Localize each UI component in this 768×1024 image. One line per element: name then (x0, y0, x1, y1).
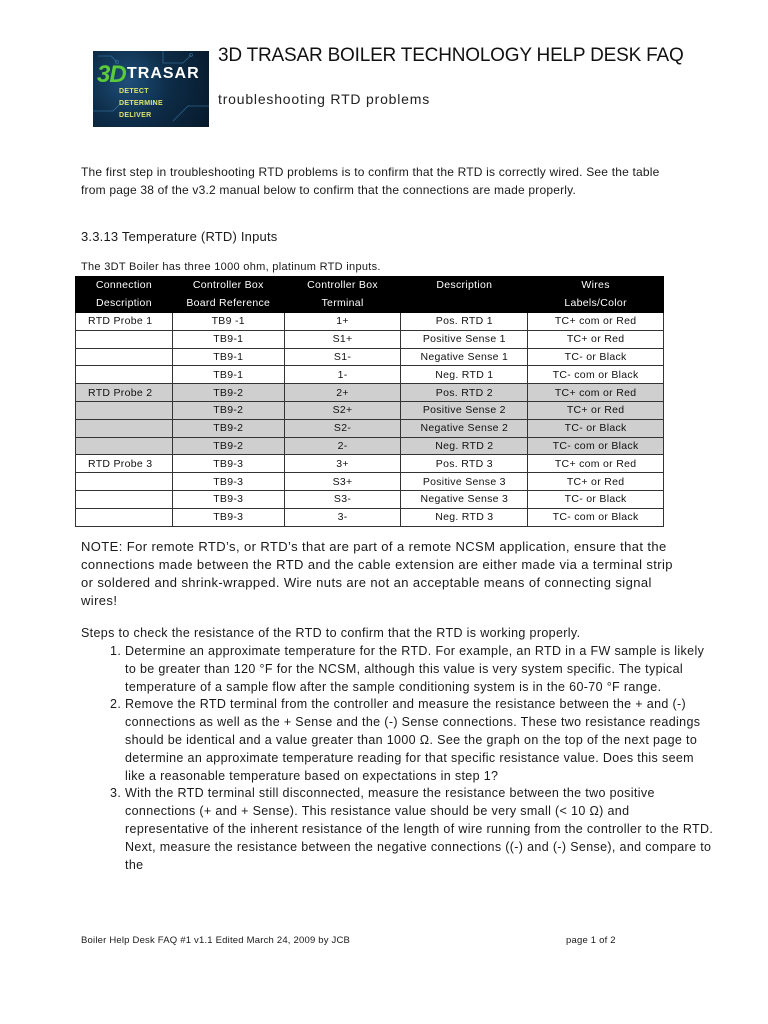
cell-description: Positive Sense 3 (401, 473, 528, 491)
cell-description: Positive Sense 1 (401, 330, 528, 348)
cell-description: Pos. RTD 1 (401, 313, 528, 331)
table-row (76, 313, 664, 331)
cell-wire-label: TC+ com or Red (528, 313, 664, 331)
table-row (76, 348, 664, 366)
table-row (76, 366, 664, 384)
cell-terminal: S3- (284, 490, 401, 508)
cell-terminal: 2+ (284, 384, 401, 402)
rtd-wiring-table (75, 276, 664, 527)
cell-terminal: S2+ (284, 401, 401, 419)
intro-paragraph: The first step in troubleshooting RTD problems is to confirm that the RTD is correctly wired. See the table from page 38 of the v3.2 manual below to confirm that the connections are made properly. (81, 165, 660, 197)
header-cell: Connection (76, 277, 173, 295)
cell-board-reference: TB9-2 (172, 401, 284, 419)
cell-wire-label: TC+ or Red (528, 330, 664, 348)
cell-wire-label: TC- or Black (528, 490, 664, 508)
cell-wire-label: TC+ or Red (528, 401, 664, 419)
table-caption: The 3DT Boiler has three 1000 ohm, platinum RTD inputs. (81, 261, 381, 273)
cell-terminal: 3+ (284, 455, 401, 473)
cell-description: Positive Sense 2 (401, 401, 528, 419)
cell-connection: RTD Probe 3 (76, 455, 173, 473)
document-title: 3D TRASAR BOILER TECHNOLOGY HELP DESK FAQ (218, 45, 684, 66)
section-heading: 3.3.13 Temperature (RTD) Inputs (81, 229, 278, 244)
cell-board-reference: TB9-3 (172, 455, 284, 473)
cell-connection (76, 508, 173, 526)
cell-connection (76, 419, 173, 437)
header-cell: Labels/Color (528, 295, 664, 313)
logo-3d-mark: 3D (97, 61, 126, 88)
cell-wire-label: TC- com or Black (528, 366, 664, 384)
cell-connection: RTD Probe 1 (76, 313, 173, 331)
cell-board-reference: TB9-1 (172, 330, 284, 348)
footer-doc-info: Boiler Help Desk FAQ #1 v1.1 Edited March 24, 2009 by JCB (81, 935, 351, 946)
cell-board-reference: TB9-2 (172, 384, 284, 402)
cell-connection (76, 330, 173, 348)
cell-connection: RTD Probe 2 (76, 384, 173, 402)
cell-description: Neg. RTD 3 (401, 508, 528, 526)
cell-description: Negative Sense 2 (401, 419, 528, 437)
header-cell: Controller Box (172, 277, 284, 295)
cell-connection (76, 490, 173, 508)
cell-wire-label: TC- or Black (528, 419, 664, 437)
cell-board-reference: TB9-3 (172, 473, 284, 491)
table-row (76, 508, 664, 526)
header-cell: Terminal (284, 295, 401, 313)
trasar-logo (93, 51, 209, 127)
cell-wire-label: TC+ com or Red (528, 384, 664, 402)
table-header-row (76, 295, 664, 313)
list-item: 3. With the RTD terminal still disconnected, measure the resistance between the two positive connections (+ and + Sense). This resistance value should be very small (< 10 Ω) and representative of the inherent resistance of the length of wire running from the controller to the RTD. Next, measure the resistance between the negative connections ((-) and (-) Sense), and compare to the (125, 785, 715, 874)
cell-board-reference: TB9 -1 (172, 313, 284, 331)
cell-connection (76, 348, 173, 366)
header-cell (401, 295, 528, 313)
cell-terminal: 3- (284, 508, 401, 526)
cell-description: Pos. RTD 2 (401, 384, 528, 402)
wiring-note: NOTE: For remote RTD’s, or RTD’s that are part of a remote NCSM application, ensure that the connections made between the RTD and the cable extension are either made via a terminal strip or soldered and shrink-wrapped. Wire nuts are not an acceptable means of connecting signal wires! (81, 539, 673, 608)
header-cell: Description (76, 295, 173, 313)
header-cell: Wires (528, 277, 664, 295)
cell-terminal: 1- (284, 366, 401, 384)
cell-board-reference: TB9-2 (172, 437, 284, 455)
cell-description: Neg. RTD 2 (401, 437, 528, 455)
table-row (76, 401, 664, 419)
cell-connection (76, 473, 173, 491)
cell-connection (76, 366, 173, 384)
cell-description: Negative Sense 3 (401, 490, 528, 508)
logo-tagline-deliver: DELIVER (119, 112, 152, 119)
cell-board-reference: TB9-1 (172, 348, 284, 366)
cell-wire-label: TC- or Black (528, 348, 664, 366)
table-row (76, 455, 664, 473)
steps-list (81, 643, 715, 874)
table-header-row (76, 277, 664, 295)
header-cell: Description (401, 277, 528, 295)
cell-description: Negative Sense 1 (401, 348, 528, 366)
header-cell: Controller Box (284, 277, 401, 295)
table-row (76, 437, 664, 455)
table-body (76, 313, 664, 527)
list-item: 2. Remove the RTD terminal from the controller and measure the resistance between the + and (-) connections as well as the + Sense and the (-) Sense connections. These two resistance readings should be identical and a value greater than 1000 Ω. See the graph on the top of the next page to determine an approximate temperature reading for that specific resistance value. Does this seem like a reasonable temperature based on expectations in step 1? (125, 696, 715, 785)
table-row (76, 490, 664, 508)
cell-terminal: S1+ (284, 330, 401, 348)
cell-wire-label: TC- com or Black (528, 508, 664, 526)
steps-intro: Steps to check the resistance of the RTD to confirm that the RTD is working properly. (81, 626, 581, 640)
cell-board-reference: TB9-3 (172, 490, 284, 508)
cell-terminal: S1- (284, 348, 401, 366)
cell-board-reference: TB9-1 (172, 366, 284, 384)
cell-terminal: 1+ (284, 313, 401, 331)
logo-brand-text: TRASAR (127, 65, 200, 82)
cell-terminal: S2- (284, 419, 401, 437)
table-row (76, 384, 664, 402)
cell-description: Pos. RTD 3 (401, 455, 528, 473)
cell-connection (76, 401, 173, 419)
logo-tagline-determine: DETERMINE (119, 100, 163, 107)
document-subtitle: troubleshooting RTD problems (218, 91, 431, 107)
table-row (76, 473, 664, 491)
cell-board-reference: TB9-2 (172, 419, 284, 437)
cell-terminal: 2- (284, 437, 401, 455)
cell-wire-label: TC+ com or Red (528, 455, 664, 473)
header-cell: Board Reference (172, 295, 284, 313)
cell-terminal: S3+ (284, 473, 401, 491)
list-item: 1. Determine an approximate temperature for the RTD. For example, an RTD in a FW sample is likely to be greater than 120 °F for the NCSM, although this value is very system specific. The typical temperature of a sample flow after the sample conditioning system is in the 60-70 °F range. (125, 643, 715, 696)
logo-tagline-detect: DETECT (119, 88, 149, 95)
cell-connection (76, 437, 173, 455)
footer-page-number: page 1 of 2 (566, 935, 616, 946)
cell-description: Neg. RTD 1 (401, 366, 528, 384)
cell-board-reference: TB9-3 (172, 508, 284, 526)
cell-wire-label: TC+ or Red (528, 473, 664, 491)
table-row (76, 419, 664, 437)
cell-wire-label: TC- com or Black (528, 437, 664, 455)
table-row (76, 330, 664, 348)
